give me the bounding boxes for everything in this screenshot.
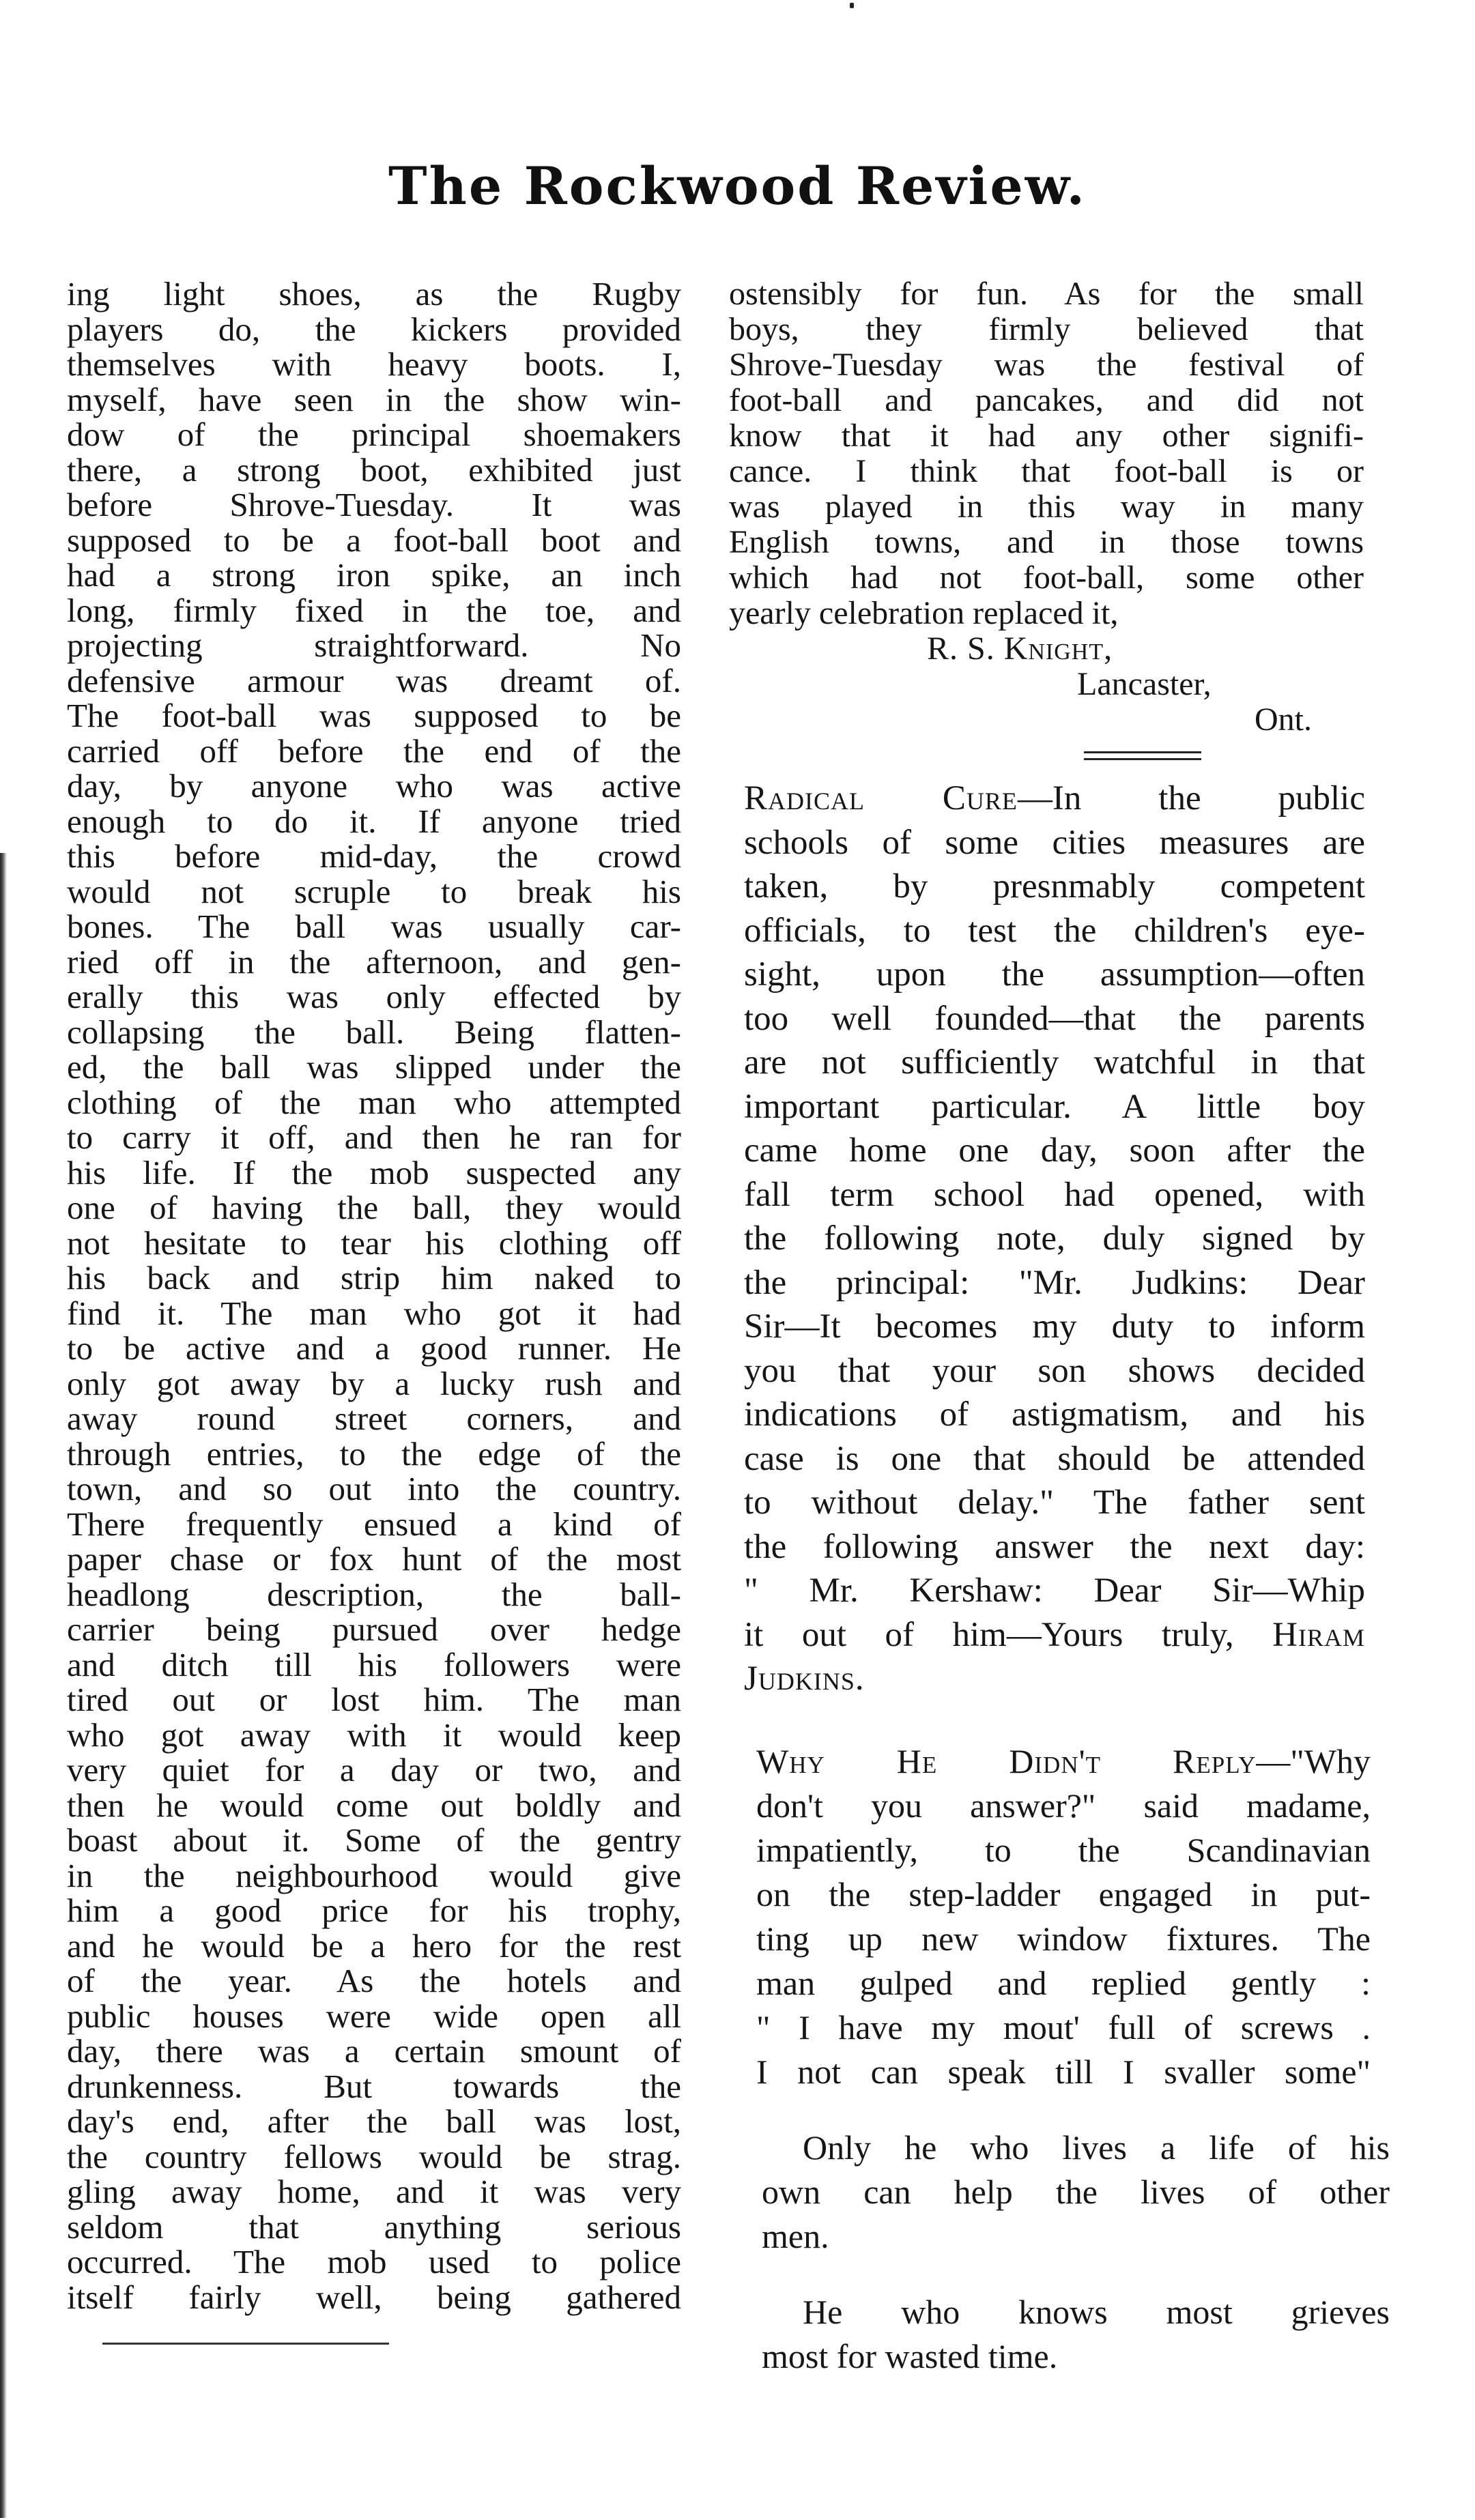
- body-line: Shrove-Tuesday was the festival of: [729, 347, 1364, 383]
- body-line: day, there was a certain smount of: [67, 2032, 681, 2070]
- body-line: ed, the ball was slipped under the: [67, 1048, 681, 1086]
- body-line: players do, the kickers provided: [67, 310, 681, 348]
- body-line: away round street corners, and: [67, 1400, 681, 1437]
- body-line: know that it had any other signifi-: [729, 418, 1364, 454]
- body-line: through entries, to the edge of the: [67, 1434, 681, 1473]
- maxim-line: Only he who lives a life of his: [803, 2128, 1390, 2167]
- body-line: The foot-ball was supposed to be: [67, 697, 681, 734]
- maxim-line: He who knows most grieves: [803, 2292, 1390, 2331]
- maxim-only-he: [729, 2126, 1390, 2259]
- body-line: to without delay." The father sent: [744, 1483, 1365, 1522]
- body-line: ostensibly for fun. As for the small: [729, 276, 1364, 312]
- body-line: important particular. A little boy: [744, 1087, 1365, 1126]
- body-line: are not sufficiently watchful in that: [744, 1043, 1365, 1082]
- maxim-line: most for wasted time.: [762, 2336, 1058, 2375]
- body-line: " I have my mout' full of screws .: [756, 2008, 1371, 2046]
- why-he-didnt-reply-article: [729, 1739, 1371, 2094]
- body-line: boys, they firmly believed that: [729, 311, 1364, 347]
- body-line: themselves with heavy boots. I,: [67, 345, 681, 383]
- signature-name: R. S. Knight,: [927, 631, 1113, 667]
- column-end-rule: [102, 2343, 389, 2345]
- body-line: impatiently, to the Scandinavian: [756, 1830, 1371, 1869]
- signer-surname: Judkins.: [744, 1660, 865, 1698]
- body-line: projecting straightforward. No: [67, 626, 681, 664]
- body-line: paper chase or fox hunt of the most: [67, 1540, 681, 1578]
- body-line: occurred. The mob used to police: [67, 2243, 681, 2280]
- body-line: ing light shoes, as the Rugby: [67, 275, 681, 313]
- body-line: and ditch till his followers were: [67, 1645, 681, 1683]
- body-line: it out of him—Yours truly, Hiram: [744, 1615, 1365, 1654]
- body-line: headlong description, the ball-: [67, 1575, 681, 1613]
- article-heading: Why He Didn't Reply: [756, 1741, 1257, 1780]
- body-line: sight, upon the assumption—often: [744, 955, 1365, 994]
- body-line: and he would be a hero for the rest: [67, 1926, 681, 1965]
- maxim-line: men.: [762, 2216, 829, 2255]
- scan-edge-shadow: [0, 853, 7, 2518]
- body-line: carrier being pursued over hedge: [67, 1610, 681, 1648]
- signature-place: Lancaster,: [1077, 666, 1212, 702]
- body-line: tired out or lost him. The man: [67, 1681, 681, 1718]
- body-line: Radical Cure—In the public: [744, 779, 1365, 817]
- signature-province: Ont.: [1255, 701, 1312, 738]
- body-line: you that your son shows decided: [744, 1351, 1365, 1390]
- body-line: collapsing the ball. Being flatten-: [67, 1013, 681, 1051]
- body-line: in the neighbourhood would give: [67, 1856, 681, 1894]
- body-line: then he would come out boldly and: [67, 1786, 681, 1824]
- body-line: came home one day, soon after the: [744, 1131, 1365, 1170]
- body-line: boast about it. Some of the gentry: [67, 1821, 681, 1859]
- body-line: defensive armour was dreamt of.: [67, 661, 681, 699]
- body-line: his back and strip him naked to: [67, 1259, 681, 1297]
- body-line: enough to do it. If anyone tried: [67, 802, 681, 840]
- body-line: which had not foot-ball, some other: [729, 560, 1364, 596]
- body-line: one of having the ball, they would: [67, 1189, 681, 1226]
- body-line: public houses were wide open all: [67, 1997, 681, 2035]
- body-line: had a strong iron spike, an inch: [67, 556, 681, 594]
- body-line: fall term school had opened, with: [744, 1175, 1365, 1214]
- body-line: supposed to be a foot-ball boot and: [67, 521, 681, 559]
- body-line: erally this was only effected by: [67, 978, 681, 1015]
- body-line: ting up new window fixtures. The: [756, 1919, 1371, 1958]
- body-line: the country fellows would be strag.: [67, 2137, 681, 2175]
- body-line: itself fairly well, being gathered: [67, 2278, 681, 2316]
- maxim-he-who-knows: [729, 2290, 1390, 2379]
- body-line: who got away with it would keep: [67, 1715, 681, 1754]
- body-line: not hesitate to tear his clothing off: [67, 1223, 681, 1262]
- ink-speck: [850, 3, 854, 8]
- body-line: clothing of the man who attempted: [67, 1083, 681, 1121]
- body-line: his life. If the mob suspected any: [67, 1153, 681, 1191]
- masthead-title: The Rockwood Review.: [388, 156, 1087, 216]
- body-line: officials, to test the children's eye-: [744, 911, 1365, 950]
- body-line: foot-ball and pancakes, and did not: [729, 382, 1364, 418]
- signature-block: [729, 631, 1364, 738]
- body-line: schools of some cities measures are: [744, 823, 1365, 862]
- body-line: don't you answer?" said madame,: [756, 1786, 1371, 1825]
- left-column: [67, 276, 681, 2315]
- body-line: very quiet for a day or two, and: [67, 1751, 681, 1788]
- body-line: dow of the principal shoemakers: [67, 416, 681, 453]
- body-line: carried off before the end of the: [67, 732, 681, 770]
- body-line: long, firmly fixed in the toe, and: [67, 591, 681, 629]
- body-line: seldom that anything serious: [67, 2207, 681, 2246]
- body-line: the principal: "Mr. Judkins: Dear: [744, 1263, 1365, 1302]
- body-line: I not can speak till I svaller some": [756, 2052, 1371, 2091]
- section-divider: [1084, 751, 1201, 760]
- body-line: was played in this way in many: [729, 489, 1364, 525]
- right-column: [729, 276, 1390, 2379]
- body-line: too well founded—that the parents: [744, 999, 1365, 1038]
- body-line: indications of astigmatism, and his: [744, 1395, 1365, 1434]
- body-line: There frequently ensued a kind of: [67, 1505, 681, 1543]
- body-line: Sir—It becomes my duty to inform: [744, 1307, 1365, 1346]
- body-line: drunkenness. But towards the: [67, 2067, 681, 2105]
- body-line: English towns, and in those towns: [729, 524, 1364, 560]
- body-line: on the step-ladder engaged in put-: [756, 1874, 1371, 1913]
- body-line: day's end, after the ball was lost,: [67, 2102, 681, 2140]
- body-line: the following note, duly signed by: [744, 1219, 1365, 1258]
- body-line: yearly celebration replaced it,: [729, 595, 1119, 631]
- body-line: " Mr. Kershaw: Dear Sir—Whip: [744, 1572, 1365, 1610]
- body-line: before Shrove-Tuesday. It was: [67, 486, 681, 523]
- body-line: taken, by presnmably competent: [744, 867, 1365, 906]
- body-line: Why He Didn't Reply—"Why: [756, 1741, 1371, 1780]
- body-line: myself, have seen in the show win-: [67, 380, 681, 418]
- body-line: to be active and a good runner. He: [67, 1329, 681, 1367]
- continued-article: [729, 276, 1364, 631]
- body-line: gling away home, and it was very: [67, 2173, 681, 2210]
- body-line: find it. The man who got it had: [67, 1294, 681, 1332]
- body-line: there, a strong boot, exhibited just: [67, 450, 681, 489]
- article-heading: Radical Cure: [744, 779, 1018, 817]
- body-line: only got away by a lucky rush and: [67, 1364, 681, 1402]
- body-line: the following answer the next day:: [744, 1527, 1365, 1566]
- body-line: this before mid-day, the crowd: [67, 837, 681, 875]
- body-line: case is one that should be attended: [744, 1439, 1365, 1478]
- signer-name: Hiram: [1272, 1615, 1365, 1654]
- body-line: man gulped and replied gently :: [756, 1963, 1371, 2002]
- body-line: ried off in the afternoon, and gen-: [67, 942, 681, 981]
- body-line: town, and so out into the country.: [67, 1470, 681, 1507]
- maxim-line: own can help the lives of other: [762, 2172, 1390, 2211]
- body-line: to carry it off, and then he ran for: [67, 1118, 681, 1156]
- body-line: cance. I think that foot-ball is or: [729, 453, 1364, 489]
- body-line: bones. The ball was usually car-: [67, 908, 681, 945]
- radical-cure-article: [729, 777, 1365, 1701]
- body-line: him a good price for his trophy,: [67, 1892, 681, 1929]
- body-line: of the year. As the hotels and: [67, 1962, 681, 1999]
- body-line: day, by anyone who was active: [67, 767, 681, 805]
- body-line: would not scruple to break his: [67, 872, 681, 910]
